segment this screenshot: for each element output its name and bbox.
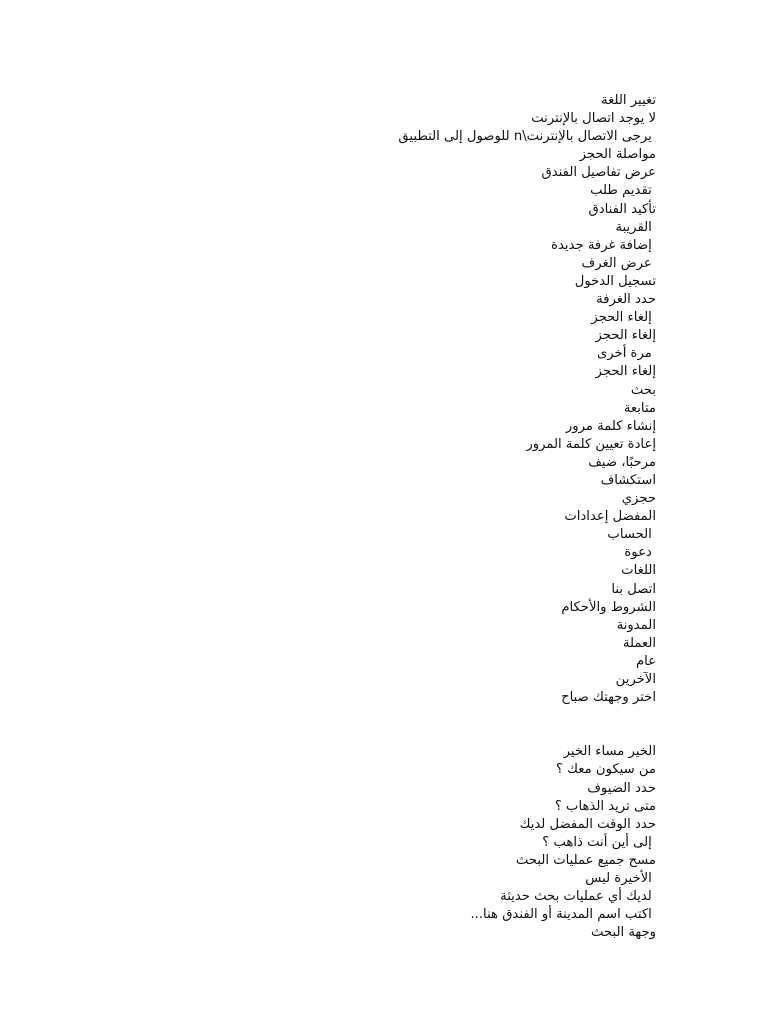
text-line (96, 707, 656, 725)
text-line: الأخيرة ليس (585, 871, 656, 887)
text-line: عرض تفاصيل الفندق (541, 165, 656, 181)
text-line: القريبة (615, 219, 656, 235)
text-block (96, 92, 656, 942)
text-line: حدد الوقت المفضل لديك (519, 816, 656, 832)
text-line: عام (635, 653, 656, 669)
text-line: اتصل بنا (611, 581, 656, 597)
text-line: إلغاء الحجز (595, 364, 656, 380)
text-line: حدد الغرفة (596, 292, 656, 308)
text-line: اللغات (621, 563, 656, 579)
text-line: متى تريد الذهاب ؟ (554, 798, 656, 814)
text-line: مرة أخرى (596, 346, 656, 362)
text-line: متابعة (623, 400, 656, 416)
text-line: الشروط والأحكام (561, 599, 656, 615)
text-line: تغيير اللغة (601, 93, 656, 108)
text-line: اختر وجهتك صباح (561, 690, 656, 706)
text-line: مرحبًا، ضيف (588, 454, 656, 470)
text-line: تقديم طلب (590, 183, 656, 199)
text-line: مواصلة الحجز (579, 147, 656, 163)
text-line: اكتب اسم المدينة أو الفندق هنا... (470, 907, 656, 923)
text-line: بحث (630, 382, 656, 398)
text-line (96, 725, 656, 743)
text-line: لا يوجد اتصال بالإنترنت (531, 111, 656, 127)
text-line: إلغاء الحجز (591, 310, 656, 326)
text-line: إلغاء الحجز (595, 328, 656, 344)
text-line: لديك أي عمليات بحث حديثة (500, 889, 656, 905)
text-line: إعادة تعيين كلمة المرور (526, 436, 656, 452)
text-line: حجزي (621, 491, 656, 507)
text-line: يرجى الاتصال بالإنترنت\n للوصول إلى التطبيق (398, 129, 656, 145)
text-line: إنشاء كلمة مرور (565, 418, 656, 434)
text-line: العملة (622, 635, 656, 651)
text-line: المفضل إعدادات (564, 509, 656, 525)
text-line: حدد الضيوف (587, 780, 656, 796)
text-line: الحساب (607, 527, 656, 543)
text-line: تأكيد الفنادق (588, 201, 656, 217)
text-line: عرض الغرف (581, 255, 656, 271)
text-line: تسجيل الدخول (574, 273, 656, 289)
text-line: من سيكون معك ؟ (555, 762, 656, 778)
text-line: إضافة غرفة جديدة (551, 237, 656, 253)
text-line: مسح جميع عمليات البحث (515, 852, 656, 868)
text-line: المدونة (616, 617, 656, 633)
text-line: الآخرين (615, 672, 656, 687)
text-line: إلى أين أنت ذاهب ؟ (542, 834, 656, 850)
text-line: استكشاف (600, 472, 656, 488)
text-line: دعوة (624, 545, 656, 561)
text-line: الخير مساء الخير (563, 744, 656, 760)
text-line: وجهة البحث (591, 925, 656, 941)
